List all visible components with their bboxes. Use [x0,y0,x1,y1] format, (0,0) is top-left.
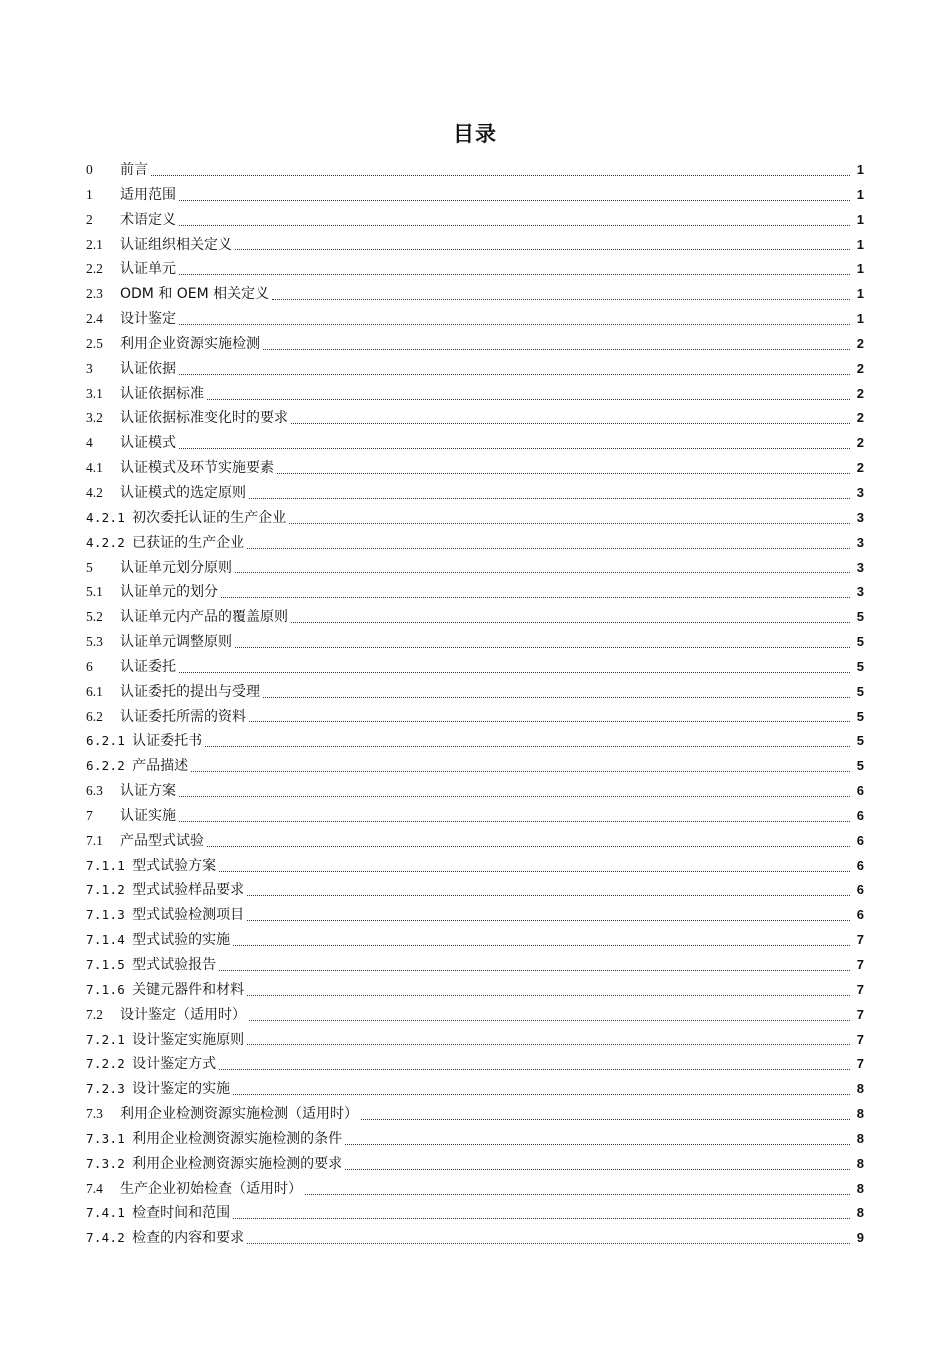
toc-entry-page-number: 9 [856,1230,864,1246]
toc-entry-number: 7.1.3 [86,907,126,923]
toc-entry-title: 适用范围 [120,186,176,203]
toc-entry[interactable] [86,829,864,854]
toc-entry[interactable] [86,431,864,456]
toc-dot-leader [179,200,850,201]
toc-dot-leader [179,374,850,375]
toc-entry-number: 5.1 [86,584,103,600]
toc-entry[interactable] [86,158,864,183]
toc-entry[interactable] [86,878,864,903]
toc-entry[interactable] [86,779,864,804]
toc-entry-page-number: 5 [856,609,864,625]
toc-entry-page-number: 6 [856,832,864,848]
toc-entry-page-number: 5 [856,708,864,724]
toc-entry[interactable] [86,481,864,506]
toc-entry-page-number: 2 [856,385,864,401]
toc-entry[interactable] [86,1102,864,1127]
toc-entry-number: 6.2.1 [86,733,126,749]
toc-entry-number: 3.1 [86,385,103,401]
toc-entry-number: 6 [86,658,93,674]
toc-entry[interactable] [86,1127,864,1152]
toc-entry-title: 检查的内容和要求 [132,1230,245,1247]
toc-entry-title: 认证委托 [120,658,176,675]
toc-entry-title: 认证单元 [120,261,176,278]
toc-entry-title: 型式试验的实施 [132,932,231,949]
toc-entry-number: 7.3.2 [86,1155,126,1171]
toc-dot-leader [179,672,850,673]
toc-dot-leader [289,523,850,524]
toc-entry-page-number: 1 [856,261,864,277]
toc-entry-number: 7.4.2 [86,1230,126,1246]
toc-dot-leader [221,597,850,598]
toc-entry-page-number: 2 [856,360,864,376]
toc-entry-page-number: 6 [856,807,864,823]
toc-entry-number: 3 [86,360,93,376]
toc-entry-number: 6.2 [86,708,103,724]
toc-dot-leader [235,249,850,250]
toc-entry-title: 认证委托所需的资料 [120,708,246,725]
toc-entry-page-number: 2 [856,335,864,351]
toc-entry-title: 认证委托的提出与受理 [120,683,260,700]
toc-entry-title: 认证依据标准 [120,385,204,402]
toc-dot-leader [247,895,850,896]
toc-entry-title: 利用企业资源实施检测 [120,335,260,352]
toc-dot-leader [272,299,850,300]
toc-dot-leader [247,1044,850,1045]
toc-dot-leader [233,1094,850,1095]
toc-entry[interactable] [86,456,864,481]
toc-entry-page-number: 3 [856,484,864,500]
toc-entry[interactable] [86,1003,864,1028]
toc-entry-number: 7.1 [86,832,103,848]
toc-entry-title: 认证依据标准变化时的要求 [120,410,288,427]
toc-entry-number: 7.2.1 [86,1031,126,1047]
toc-dot-leader [247,920,850,921]
toc-dot-leader [191,771,850,772]
toc-entry-number: 2 [86,211,93,227]
toc-entry-number: 2.5 [86,335,103,351]
toc-dot-leader [277,473,850,474]
toc-entry-title: 认证组织相关定义 [120,236,232,253]
toc-entry-title: 利用企业检测资源实施检测的条件 [132,1130,343,1147]
toc-entry-number: 5.2 [86,609,103,625]
toc-dot-leader [345,1144,850,1145]
toc-entry-page-number: 7 [856,957,864,972]
toc-entry[interactable] [86,605,864,630]
toc-entry-number: 0 [86,162,93,177]
toc-entry-number: 2.2 [86,261,103,277]
toc-entry[interactable] [86,307,864,332]
toc-entry-number: 7.1.4 [86,932,126,948]
toc-entry-title: 认证单元调整原则 [120,634,232,651]
toc-entry[interactable] [86,332,864,357]
toc-entry[interactable] [86,183,864,208]
toc-entry-number: 1 [86,186,93,202]
toc-entry-number: 7.1.5 [86,957,126,972]
toc-entry-title: 产品型式试验 [120,832,204,849]
toc-entry[interactable] [86,854,864,879]
toc-entry-page-number: 5 [856,758,864,774]
toc-dot-leader [249,721,850,722]
toc-entry[interactable] [86,754,864,779]
toc-entry-page-number: 2 [856,460,864,476]
toc-entry[interactable] [86,531,864,556]
toc-entry-title: 检查时间和范围 [132,1205,231,1222]
toc-entry-number: 4.2 [86,484,103,500]
toc-entry-page-number: 5 [856,683,864,699]
toc-entry[interactable] [86,208,864,233]
toc-dot-leader [291,622,850,623]
toc-entry[interactable] [86,729,864,754]
toc-entry[interactable] [86,680,864,705]
toc-entry-page-number: 8 [856,1130,864,1146]
toc-entry-number: 3.2 [86,410,103,426]
toc-entry-page-number: 2 [856,410,864,426]
toc-dot-leader [219,871,850,872]
toc-entry-number: 7.1.6 [86,981,126,997]
toc-entry-number: 2.1 [86,236,103,252]
toc-entry-page-number: 7 [856,1006,864,1022]
toc-entry-title: 认证模式及环节实施要素 [120,460,274,477]
toc-entry-title: 已获证的生产企业 [132,534,245,551]
toc-dot-leader [219,970,850,971]
toc-entry[interactable] [86,655,864,680]
toc-entry[interactable] [86,233,864,258]
toc-entry-title: 利用企业检测资源实施检测的要求 [132,1155,343,1172]
toc-dot-leader [345,1169,850,1170]
toc-entry-title: 生产企业初始检查（适用时） [120,1180,302,1197]
toc-dot-leader [179,796,850,797]
toc-entry-number: 4.2.1 [86,509,126,525]
toc-entry[interactable] [86,1177,864,1202]
toc-entry[interactable] [86,1152,864,1177]
toc-entry-title: 设计鉴定 [120,311,176,328]
toc-dot-leader [207,846,850,847]
toc-entry-number: 4.1 [86,460,103,476]
toc-entry[interactable] [86,705,864,730]
toc-dot-leader [205,746,850,747]
toc-entry-page-number: 3 [856,559,864,575]
toc-dot-leader [233,945,850,946]
toc-entry-title: 认证委托书 [132,733,203,750]
toc-dot-leader [291,423,850,424]
toc-dot-leader [249,498,850,499]
toc-entry-number: 5.3 [86,634,103,650]
toc-entry-title: 认证依据 [120,360,176,377]
toc-entry-number: 7.1.1 [86,857,126,873]
toc-dot-leader [179,324,850,325]
toc-dot-leader [305,1194,850,1195]
table-of-contents [86,158,864,1251]
toc-dot-leader [219,1069,850,1070]
toc-entry-page-number: 5 [856,733,864,749]
toc-entry-title: 设计鉴定的实施 [132,1081,231,1098]
toc-entry-title: 产品描述 [132,758,189,775]
toc-entry-title: 设计鉴定方式 [132,1056,217,1073]
toc-entry-title: 认证实施 [120,807,176,824]
toc-dot-leader [151,175,850,176]
toc-dot-leader [233,1218,850,1219]
toc-dot-leader [247,995,850,996]
toc-entry-number: 6.3 [86,783,103,799]
toc-entry-title: 认证模式 [120,435,176,452]
toc-entry-page-number: 7 [856,1056,864,1072]
toc-dot-leader [263,349,850,350]
toc-entry[interactable] [86,406,864,431]
toc-entry[interactable] [86,382,864,407]
toc-entry[interactable] [86,804,864,829]
toc-entry-number: 4 [86,435,93,451]
toc-dot-leader [235,647,850,648]
toc-entry-page-number: 8 [856,1180,864,1196]
toc-entry[interactable] [86,257,864,282]
toc-entry-title: 关键元器件和材料 [132,981,245,998]
toc-entry-title: 认证模式的选定原则 [120,484,246,501]
toc-entry-page-number: 6 [856,907,864,923]
toc-entry-number: 7.2.2 [86,1056,126,1072]
toc-entry-number: 4.2.2 [86,534,126,550]
toc-dot-leader [207,399,850,400]
toc-entry-page-number: 8 [856,1155,864,1171]
toc-entry-title: 利用企业检测资源实施检测（适用时） [120,1106,358,1123]
toc-entry-page-number: 2 [856,435,864,451]
toc-entry-page-number: 5 [856,634,864,650]
toc-entry-title: 型式试验检测项目 [132,907,245,924]
toc-entry-number: 7.3.1 [86,1130,126,1146]
page-title: 目录 [453,122,497,146]
toc-entry-page-number: 7 [856,932,864,948]
toc-entry-title: 设计鉴定实施原则 [132,1031,245,1048]
toc-entry[interactable] [86,1052,864,1077]
toc-entry-number: 6.2.2 [86,758,126,774]
toc-entry-title: 前言 [120,162,148,178]
toc-entry-title: 型式试验报告 [132,957,217,973]
toc-entry[interactable] [86,903,864,928]
toc-entry-number: 2.3 [86,286,103,302]
toc-entry[interactable] [86,630,864,655]
toc-entry-number: 7.2 [86,1006,103,1022]
toc-entry-title: 认证单元的划分 [120,584,218,601]
toc-entry[interactable] [86,978,864,1003]
toc-dot-leader [179,274,850,275]
toc-dot-leader [179,448,850,449]
toc-dot-leader [249,1020,850,1021]
toc-entry-page-number: 8 [856,1205,864,1221]
toc-entry-page-number: 6 [856,882,864,898]
toc-dot-leader [179,821,850,822]
toc-dot-leader [247,1243,850,1244]
toc-entry-page-number: 3 [856,534,864,550]
toc-entry-page-number: 1 [856,211,864,227]
toc-entry-number: 2.4 [86,311,103,327]
toc-entry-number: 7.4 [86,1180,103,1196]
toc-entry-number: 5 [86,559,93,575]
toc-entry-page-number: 7 [856,1031,864,1047]
toc-entry-page-number: 3 [856,509,864,525]
toc-entry-title: 设计鉴定（适用时） [120,1006,246,1023]
toc-entry-page-number: 1 [856,186,864,202]
toc-entry-page-number: 7 [856,981,864,997]
toc-entry-title: ODM 和 OEM 相关定义 [120,286,270,303]
toc-entry[interactable] [86,928,864,953]
toc-entry-page-number: 1 [856,286,864,302]
toc-entry-page-number: 5 [856,658,864,674]
toc-entry[interactable] [86,1201,864,1226]
toc-entry-number: 7.1.2 [86,882,126,898]
toc-entry-page-number: 1 [856,311,864,327]
toc-entry-title: 认证方案 [120,783,176,800]
toc-entry-title: 认证单元划分原则 [120,559,232,576]
toc-entry[interactable] [86,357,864,382]
toc-entry-title: 术语定义 [120,211,176,228]
toc-entry[interactable] [86,556,864,581]
toc-entry-page-number: 6 [856,857,864,873]
toc-entry-page-number: 8 [856,1081,864,1097]
toc-entry-page-number: 6 [856,783,864,799]
toc-dot-leader [263,697,850,698]
toc-entry-number: 6.1 [86,683,103,699]
toc-entry-title: 认证单元内产品的覆盖原则 [120,609,288,626]
toc-entry-number: 7.2.3 [86,1081,126,1097]
toc-entry[interactable] [86,282,864,307]
toc-entry-page-number: 3 [856,584,864,600]
toc-entry-number: 7 [86,807,93,823]
toc-entry[interactable] [86,1226,864,1251]
toc-entry[interactable] [86,506,864,531]
toc-entry[interactable] [86,1077,864,1102]
toc-entry[interactable] [86,1028,864,1053]
toc-entry-title: 型式试验方案 [132,857,217,874]
toc-entry-number: 7.4.1 [86,1205,126,1221]
toc-dot-leader [247,548,850,549]
toc-dot-leader [361,1119,850,1120]
toc-entry-page-number: 1 [856,236,864,252]
toc-entry[interactable] [86,580,864,605]
toc-entry-page-number: 1 [856,162,864,177]
toc-entry[interactable] [86,953,864,978]
toc-entry-title: 型式试验样品要求 [132,882,245,899]
toc-entry-number: 7.3 [86,1106,103,1122]
toc-dot-leader [235,572,850,573]
toc-entry-title: 初次委托认证的生产企业 [132,509,287,526]
toc-dot-leader [179,225,850,226]
toc-entry-page-number: 8 [856,1106,864,1122]
